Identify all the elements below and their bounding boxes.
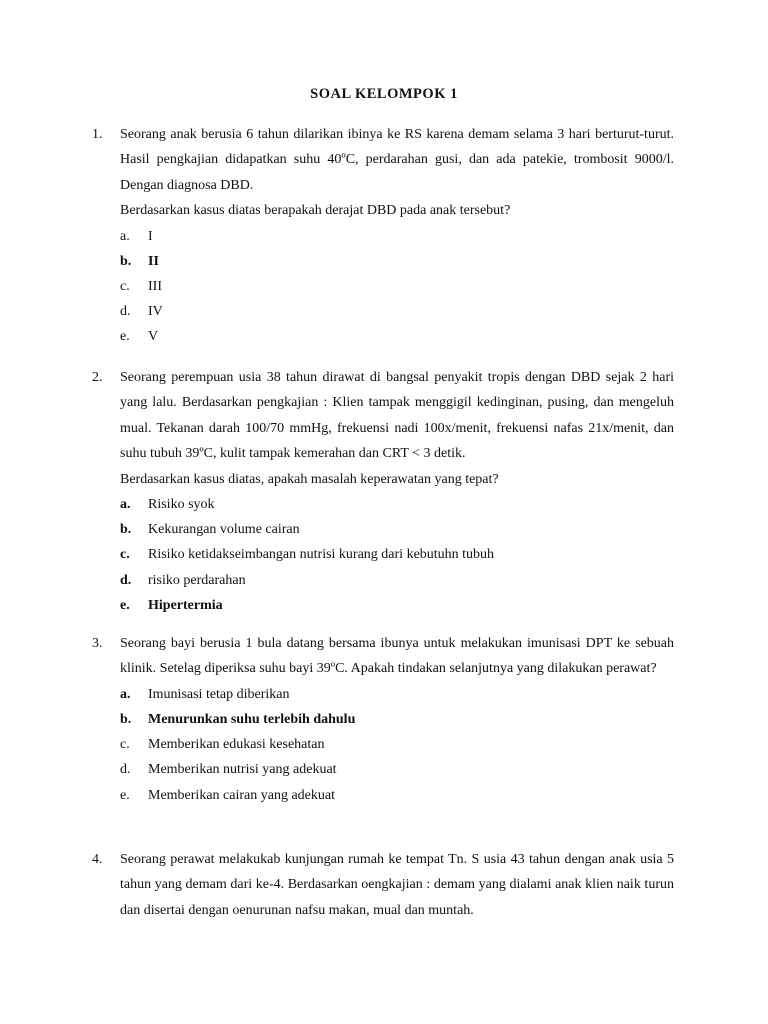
question-ask: Berdasarkan kasus diatas, apakah masalah keperawatan yang tepat? (120, 471, 499, 487)
option-letter: c. (120, 737, 130, 753)
option-a (120, 492, 674, 517)
option-d (120, 299, 674, 324)
option-a (120, 224, 674, 249)
question-4 (92, 847, 674, 923)
option-text: III (148, 279, 162, 294)
question-text: Seorang perempuan usia 38 tahun dirawat di bangsal penyakit tropis dengan DBD sejak 2 hari yang lalu. Berdasarkan pengkajian : Klien tampak menggigil kedinginan, pusing, dan mengeluh mual. Tekanan darah 100/70 mmHg, frekuensi nadi 100x/menit, frekuensi nafas 21x/menit, dan suhu tubuh 39ºC, kulit tampak kemerahan dan CRT < 3 detik. (120, 370, 674, 462)
question-2 (92, 365, 674, 618)
option-list (120, 224, 674, 350)
option-letter: c. (120, 547, 130, 563)
question-number: 4. (92, 852, 103, 867)
option-c (120, 542, 674, 567)
option-letter: c. (120, 279, 130, 294)
option-text: Risiko ketidakseimbangan nutrisi kurang dari kebutuhn tubuh (148, 547, 495, 563)
option-c (120, 274, 674, 299)
option-letter: e. (120, 329, 130, 345)
option-b-answer (120, 707, 674, 732)
option-d (120, 568, 674, 593)
option-b (120, 517, 674, 542)
option-a (120, 682, 674, 707)
option-text: Imunisasi tetap diberikan (148, 686, 290, 702)
option-text: Memberikan edukasi kesehatan (148, 737, 325, 753)
option-letter: d. (120, 762, 131, 778)
option-e (120, 324, 674, 349)
option-e (120, 783, 674, 808)
question-number: 1. (92, 127, 103, 142)
option-letter: b. (120, 522, 132, 538)
question-1 (92, 122, 674, 350)
option-text: Risiko syok (148, 497, 215, 513)
question-ask: Berdasarkan kasus diatas berapakah derajat DBD pada anak tersebut? (120, 203, 511, 219)
option-text: Menurunkan suhu terlebih dahulu (148, 712, 356, 727)
option-letter: e. (120, 787, 130, 803)
option-text: IV (148, 304, 163, 320)
option-text: II (148, 253, 159, 269)
option-text: Memberikan nutrisi yang adekuat (148, 762, 337, 778)
option-letter: a. (120, 228, 130, 244)
question-number: 3. (92, 636, 103, 651)
option-letter: d. (120, 304, 131, 320)
option-d (120, 757, 674, 782)
option-letter: a. (120, 686, 131, 702)
option-text: risiko perdarahan (148, 572, 246, 588)
option-list (120, 492, 674, 618)
question-text: Seorang perawat melakukab kunjungan rumah ke tempat Tn. S usia 43 tahun dengan anak usia 5 tahun yang demam dari ke-4. Berdasarkan oengkajian : demam yang dialami anak klien naik turun dan disertai dengan oenurunan nafsu makan, mual dan muntah. (120, 852, 674, 918)
question-3 (92, 631, 674, 808)
option-text: I (148, 228, 153, 244)
question-number: 2. (92, 370, 103, 385)
option-letter: d. (120, 572, 132, 588)
option-letter: a. (120, 497, 131, 513)
question-text: Seorang anak berusia 6 tahun dilarikan ibinya ke RS karena demam selama 3 hari berturut-turut. Hasil pengkajian didapatkan suhu 40ºC, perdarahan gusi, dan ada patekie, trombosit 9000/l. Dengan diagnosa DBD. (120, 127, 674, 193)
option-text: Kekurangan volume cairan (148, 522, 300, 538)
question-text: Seorang bayi berusia 1 bula datang bersama ibunya untuk melakukan imunisasi DPT ke sebuah klinik. Setelag diperiksa suhu bayi 39ºC. Apakah tindakan selanjutnya yang dilakukan perawat? (120, 636, 674, 677)
option-c (120, 732, 674, 757)
option-list (120, 682, 674, 808)
option-letter: b. (120, 253, 132, 269)
option-text: Hipertermia (148, 597, 223, 613)
option-letter: b. (120, 712, 132, 727)
option-text: V (148, 329, 159, 345)
option-letter: e. (120, 597, 130, 613)
option-text: Memberikan cairan yang adekuat (148, 787, 335, 803)
option-e-answer (120, 593, 674, 618)
option-b-answer (120, 249, 674, 274)
document-title: SOAL KELOMPOK 1 (310, 86, 458, 102)
